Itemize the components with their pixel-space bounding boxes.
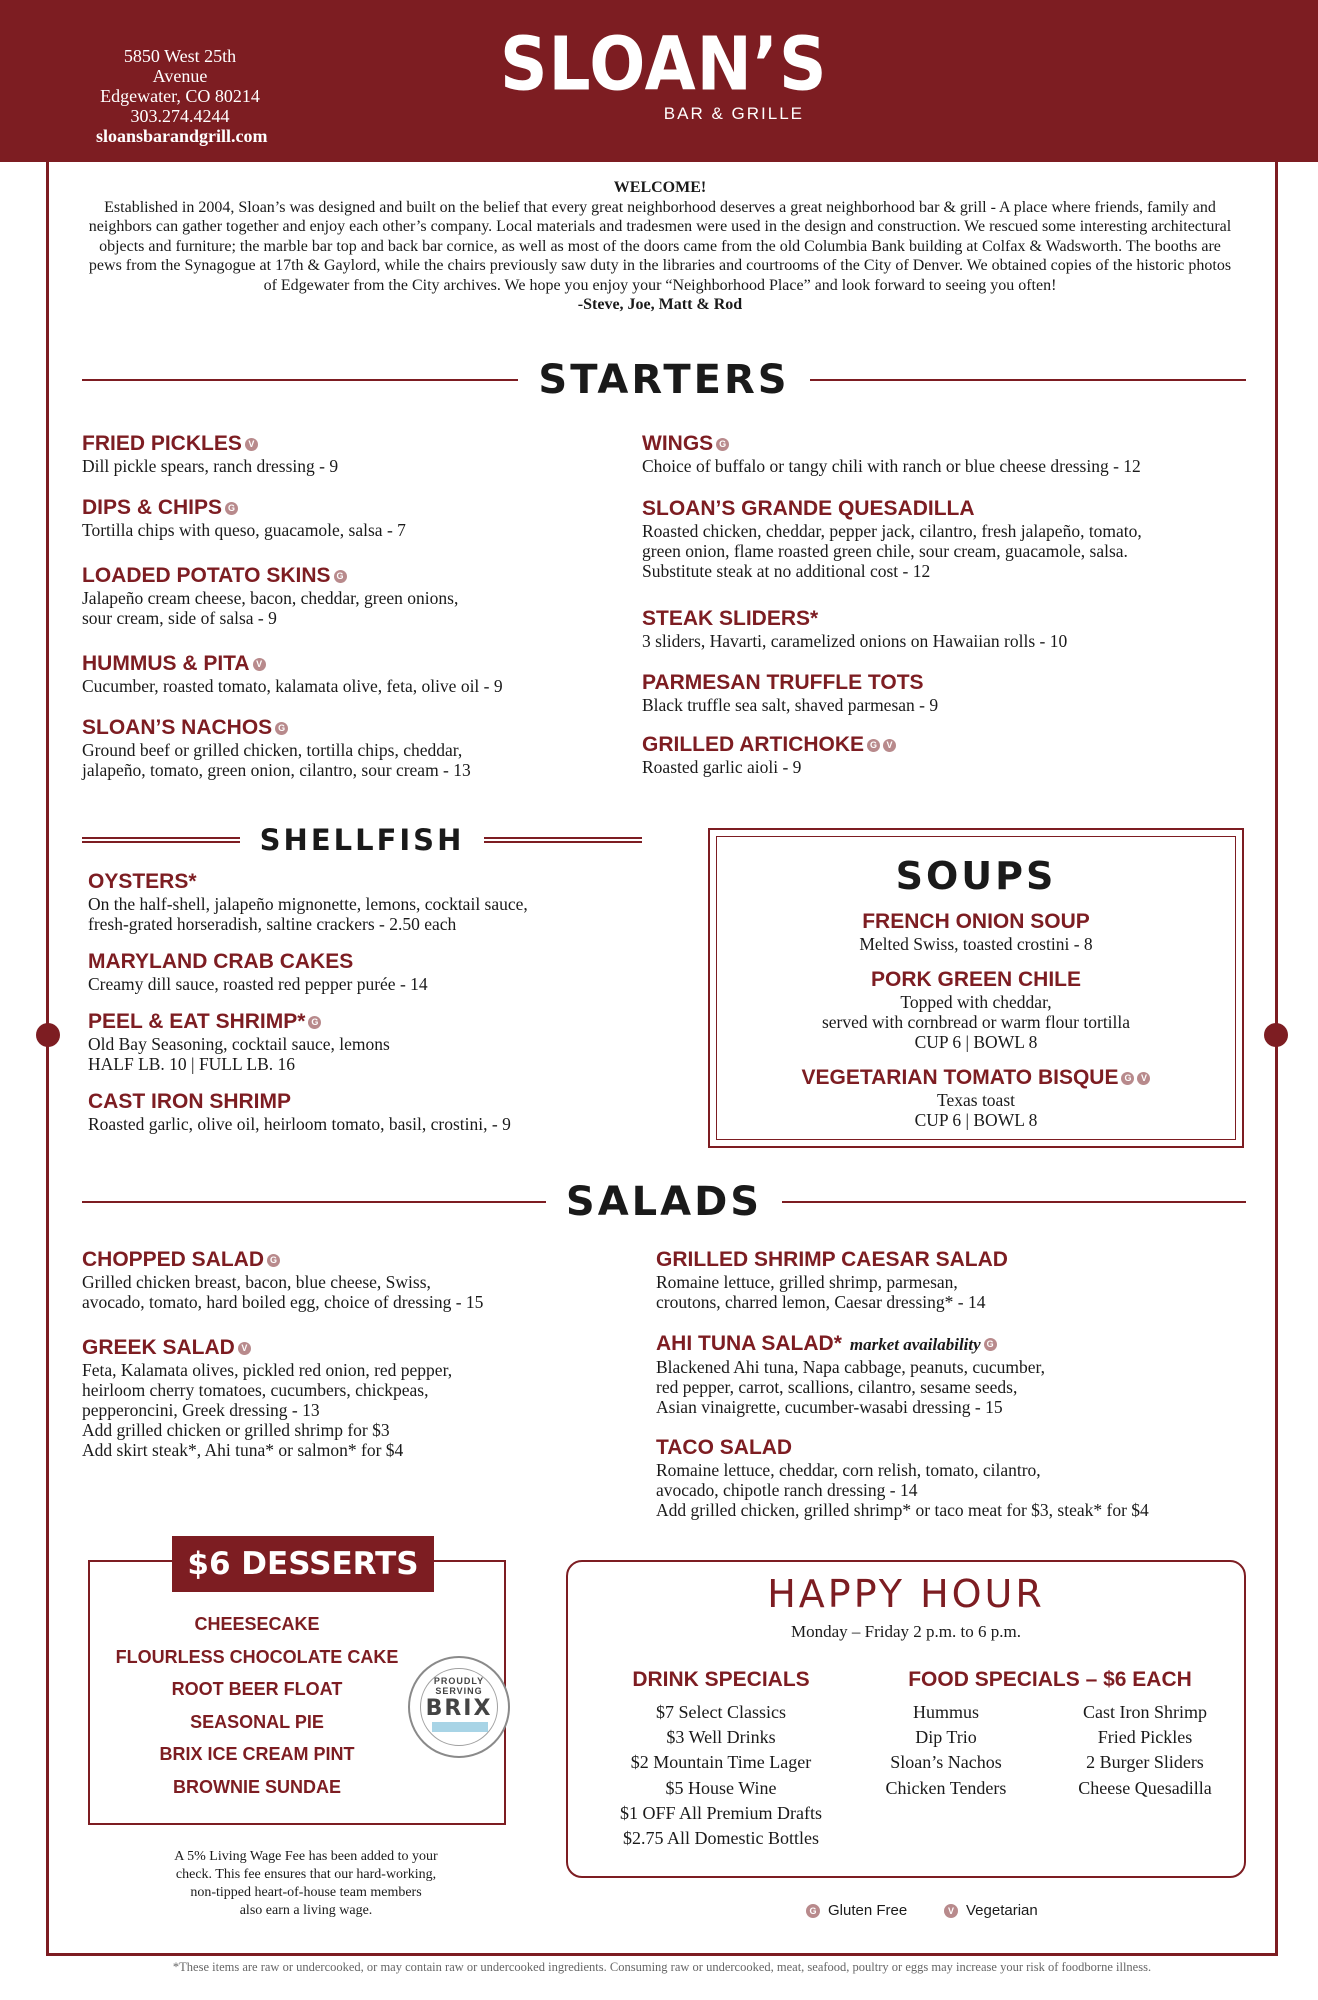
menu-item-description: pepperoncini, Greek dressing - 13 (82, 1400, 320, 1420)
menu-item-name: PORK GREEN CHILE (870, 968, 1082, 991)
food-item: Sloan’s Nachos (890, 1752, 1002, 1773)
menu-item-name: OYSTERS* (88, 870, 197, 893)
heading-rule (810, 379, 1246, 381)
logo-band (432, 1722, 488, 1732)
vegetarian-icon: V (245, 438, 258, 451)
menu-item-description: Romaine lettuce, cheddar, corn relish, tomato, cilantro, (656, 1460, 1041, 1480)
menu-item-description: Old Bay Seasoning, cocktail sauce, lemons (88, 1034, 390, 1054)
frame-dot-right (1264, 1023, 1288, 1047)
gluten-free-icon: G (1121, 1072, 1134, 1085)
menu-item-row (642, 733, 1242, 757)
menu-item-description: On the half-shell, jalapeño mignonette, lemons, cocktail sauce, (88, 894, 528, 914)
menu-item-name: FRIED PICKLES (82, 432, 242, 455)
food-item: Dip Trio (915, 1727, 977, 1748)
starters-title: STARTERS (538, 357, 790, 403)
menu-item-row (82, 716, 622, 740)
menu-item-row (88, 1090, 648, 1114)
happy-hour-title: HAPPY HOUR (767, 1572, 1045, 1616)
menu-item-description: Tortilla chips with queso, guacamole, salsa - 7 (82, 520, 406, 540)
menu-item-description: Choice of buffalo or tangy chili with ranch or blue cheese dressing - 12 (642, 456, 1141, 476)
menu-item-row (82, 1336, 642, 1360)
menu-item-name: LOADED POTATO SKINS (82, 564, 331, 587)
drink-item: $1 OFF All Premium Drafts (619, 1802, 822, 1823)
menu-item (642, 607, 1242, 651)
menu-item-row (656, 1436, 1256, 1460)
menu-item-row (642, 607, 1242, 631)
menu-item-description: Creamy dill sauce, roasted red pepper purée - 14 (88, 974, 428, 994)
desserts-title: $6 DESSERTS (172, 1536, 434, 1592)
menu-item-name: FRENCH ONION SOUP (862, 910, 1090, 933)
menu-item-description: Roasted garlic, olive oil, heirloom tomato, basil, crostini, - 9 (88, 1114, 511, 1134)
menu-item-row (82, 1248, 642, 1272)
menu-item-description: Add skirt steak*, Ahi tuna* or salmon* for $4 (82, 1440, 404, 1460)
menu-item (656, 1248, 1256, 1312)
food-specials-col-2 (1050, 1700, 1240, 1801)
food-item: Chicken Tenders (885, 1777, 1007, 1798)
menu-item-description: CUP 6 | BOWL 8 (914, 1032, 1038, 1052)
menu-item-description: croutons, charred lemon, Caesar dressing* - 14 (656, 1292, 986, 1312)
gluten-free-icon: G (867, 739, 880, 752)
legend-label: Vegetarian (966, 1902, 1038, 1919)
desserts-list (96, 1612, 418, 1807)
gluten-free-icon: G (275, 722, 288, 735)
menu-item-row (88, 870, 648, 894)
vegetarian-icon: V (944, 1904, 958, 1918)
menu-item-description: green onion, flame roasted green chile, sour cream, guacamole, salsa. (642, 541, 1128, 561)
menu-item (82, 716, 622, 780)
drink-item: $7 Select Classics (656, 1702, 786, 1722)
menu-item-name: TACO SALAD (656, 1436, 793, 1459)
menu-item-row (82, 432, 622, 456)
heading-rule (782, 1201, 1246, 1203)
welcome-title: WELCOME! (613, 179, 707, 196)
living-wage-note (142, 1848, 470, 1920)
menu-item-description: 3 sliders, Havarti, caramelized onions on Hawaiian rolls - 10 (642, 631, 1068, 651)
soups-title: SOUPS (895, 854, 1057, 898)
address-block (96, 46, 268, 146)
phone-number: 303.274.4244 (130, 106, 230, 126)
gluten-free-icon: G (267, 1254, 280, 1267)
food-item: Fried Pickles (1097, 1727, 1193, 1748)
menu-item (710, 910, 1242, 954)
menu-item-name: GRILLED SHRIMP CAESAR SALAD (656, 1248, 1008, 1271)
food-specials-title: FOOD SPECIALS – $6 EACH (908, 1668, 1192, 1691)
menu-item (88, 1010, 648, 1074)
menu-item-description: CUP 6 | BOWL 8 (914, 1110, 1038, 1130)
menu-item-name: VEGETARIAN TOMATO BISQUE (801, 1066, 1119, 1089)
menu-item (656, 1436, 1256, 1520)
menu-item-description: Add grilled chicken or grilled shrimp for $3 (82, 1420, 390, 1440)
gluten-free-icon: G (716, 438, 729, 451)
menu-item-description: avocado, chipotle ranch dressing - 14 (656, 1480, 918, 1500)
vegetarian-icon: V (253, 658, 266, 671)
food-item: Hummus (912, 1702, 979, 1722)
menu-item-description: Roasted chicken, cheddar, pepper jack, cilantro, fresh jalapeño, tomato, (642, 521, 1142, 541)
market-note: market availability (849, 1335, 981, 1354)
frame-dot-left (36, 1023, 60, 1047)
dessert-item: ROOT BEER FLOAT (171, 1679, 343, 1699)
legend-label: Gluten Free (828, 1902, 908, 1919)
heading-rule (82, 379, 518, 381)
menu-item-description: Asian vinaigrette, cucumber-wasabi dressing - 15 (656, 1397, 1003, 1417)
menu-item-description: Roasted garlic aioli - 9 (642, 757, 802, 777)
heading-rule (484, 837, 642, 843)
gluten-free-icon: G (308, 1016, 321, 1029)
dessert-item: CHEESECAKE (194, 1614, 320, 1634)
fee-line: also earn a living wage. (239, 1903, 373, 1918)
menu-item-description: served with cornbread or warm flour tortilla (821, 1012, 1131, 1032)
menu-item-row (88, 950, 648, 974)
brix-name: BRIX (425, 1696, 493, 1721)
vegetarian-icon: V (883, 739, 896, 752)
gluten-free-icon: G (225, 502, 238, 515)
menu-item-name: AHI TUNA SALAD* (656, 1332, 842, 1355)
menu-item-row (656, 1332, 1256, 1357)
brix-ice-cream-logo (408, 1656, 510, 1758)
menu-item (710, 1066, 1242, 1130)
fee-line: non-tipped heart-of-house team members (190, 1885, 422, 1900)
menu-item-description: Topped with cheddar, (900, 992, 1052, 1012)
menu-item-row (642, 671, 1242, 695)
drink-specials-title: DRINK SPECIALS (632, 1668, 810, 1691)
shellfish-heading (82, 822, 642, 858)
menu-item (82, 652, 622, 696)
menu-item-name: SLOAN’S GRANDE QUESADILLA (642, 497, 975, 520)
menu-item-name: DIPS & CHIPS (82, 496, 223, 519)
menu-item-description: Jalapeño cream cheese, bacon, cheddar, green onions, (82, 588, 459, 608)
food-item: Cheese Quesadilla (1078, 1777, 1212, 1798)
footnote: *These items are raw or undercooked, or may contain raw or undercooked ingredients. Consuming raw or undercooked, meat, seafood, poultry or eggs may increase your risk of foodborne illness. (172, 1960, 1152, 1974)
menu-item-description: avocado, tomato, hard boiled egg, choice of dressing - 15 (82, 1292, 484, 1312)
happy-hour-hours: Monday – Friday 2 p.m. to 6 p.m. (791, 1622, 1021, 1641)
website-link[interactable]: sloansbarandgrill.com (96, 126, 268, 146)
menu-item (82, 496, 622, 540)
menu-item (710, 968, 1242, 1052)
menu-item-row (656, 1248, 1256, 1272)
drink-specials-list (580, 1700, 862, 1851)
menu-item-description: Texas toast (937, 1090, 1015, 1110)
logo-subtitle: BAR & GRILLE (663, 104, 804, 123)
menu-item (642, 497, 1242, 581)
drink-item: $5 House Wine (665, 1777, 777, 1798)
gluten-free-icon: G (806, 1904, 820, 1918)
menu-item-description: Romaine lettuce, grilled shrimp, parmesan, (656, 1272, 958, 1292)
address-city: Edgewater, CO 80214 (100, 86, 260, 106)
menu-item-name: SLOAN’S NACHOS (82, 716, 273, 739)
menu-item-row (642, 432, 1242, 456)
salads-title: SALADS (565, 1179, 763, 1225)
menu-item-description: Melted Swiss, toasted crostini - 8 (859, 934, 1093, 954)
menu-item-name: PEEL & EAT SHRIMP* (88, 1010, 306, 1033)
gluten-free-icon: G (984, 1338, 997, 1351)
menu-item (82, 1248, 642, 1312)
menu-item-description: jalapeño, tomato, green onion, cilantro, sour cream - 13 (82, 760, 471, 780)
menu-item-name: CAST IRON SHRIMP (88, 1090, 292, 1113)
sloans-logo (500, 21, 828, 124)
menu-item (82, 1336, 642, 1460)
menu-item-name: PARMESAN TRUFFLE TOTS (642, 671, 924, 694)
starters-heading (82, 356, 1246, 404)
logo-name: SLOAN’S (500, 21, 828, 108)
food-item: 2 Burger Sliders (1086, 1752, 1204, 1773)
menu-item-description: Cucumber, roasted tomato, kalamata olive, feta, olive oil - 9 (82, 676, 503, 696)
soups-box (708, 828, 1244, 1148)
heading-rule (82, 837, 240, 843)
drink-item: $3 Well Drinks (666, 1727, 776, 1748)
menu-item (88, 950, 648, 994)
dessert-item: SEASONAL PIE (190, 1711, 324, 1732)
menu-item-row (710, 968, 1242, 992)
salads-heading (82, 1178, 1246, 1226)
menu-item-row (710, 910, 1242, 934)
heading-rule (82, 1201, 546, 1203)
food-specials-col-1 (862, 1700, 1030, 1801)
menu-item-description: Grilled chicken breast, bacon, blue cheese, Swiss, (82, 1272, 431, 1292)
legend-gluten-free (806, 1902, 907, 1919)
header-banner (0, 0, 1318, 162)
menu-item-name: HUMMUS & PITA (82, 652, 250, 675)
welcome-signature: -Steve, Joe, Matt & Rod (577, 296, 743, 313)
menu-item-row (710, 1066, 1242, 1090)
vegetarian-icon: V (238, 1342, 251, 1355)
menu-item-description: Blackened Ahi tuna, Napa cabbage, peanuts, cucumber, (656, 1357, 1046, 1377)
menu-item-description: red pepper, carrot, scallions, cilantro, sesame seeds, (656, 1377, 1018, 1397)
food-item: Cast Iron Shrimp (1083, 1702, 1207, 1722)
address-street: 5850 West 25th Avenue (123, 46, 237, 86)
menu-item-name: GREEK SALAD (82, 1336, 235, 1359)
menu-item-description: sour cream, side of salsa - 9 (82, 608, 277, 628)
fee-line: check. This fee ensures that our hard-working, (175, 1867, 437, 1882)
gluten-free-icon: G (334, 570, 347, 583)
menu-item-description: Substitute steak at no additional cost - 12 (642, 561, 931, 581)
welcome-text: Established in 2004, Sloan’s was designed and built on the belief that every great neighborhood deserves a great neighborhood bar & grill - A place where friends, family and neighbors can gather together and enjoy each other’s company. Local materials and tradesmen were used in the design and construction. We rescued some interesting architectural objects and furniture; the marble bar top and back bar cornice, as well as most of the doors came from the old Columbia Bank building at Colfax & Wadsworth. The booths are pews from the Synagogue at 17th & Gaylord, while the chairs previously saw duty in the libraries and courtrooms of the City of Denver. We obtained copies of the historic photos of Edgewater from the City archives. We hope you enjoy your “Neighborhood Place” and look forward to seeing you often! (88, 198, 1232, 294)
shellfish-title: SHELLFISH (259, 823, 465, 857)
menu-item-row (82, 496, 622, 520)
menu-item (642, 733, 1242, 777)
menu-item-description: Dill pickle spears, ranch dressing - 9 (82, 456, 339, 476)
menu-item-description: fresh-grated horseradish, saltine crackers - 2.50 each (88, 914, 457, 934)
menu-item-row (88, 1010, 648, 1034)
drink-item: $2 Mountain Time Lager (630, 1752, 812, 1773)
menu-item-name: STEAK SLIDERS* (642, 607, 819, 630)
menu-item-description: Feta, Kalamata olives, pickled red onion, red pepper, (82, 1360, 453, 1380)
menu-item (88, 870, 648, 934)
menu-item-name: MARYLAND CRAB CAKES (88, 950, 354, 973)
menu-item-description: HALF LB. 10 | FULL LB. 16 (88, 1054, 296, 1074)
menu-item (82, 564, 622, 628)
menu-item-description: Add grilled chicken, grilled shrimp* or taco meat for $3, steak* for $4 (656, 1500, 1149, 1520)
proudly-serving-text: PROUDLY SERVING (433, 1676, 485, 1696)
menu-item-description: Black truffle sea salt, shaved parmesan - 9 (642, 695, 939, 715)
menu-item-name: CHOPPED SALAD (82, 1248, 265, 1271)
menu-item (642, 432, 1242, 476)
menu-item-row (82, 652, 622, 676)
dessert-item: BRIX ICE CREAM PINT (159, 1744, 355, 1764)
vegetarian-icon: V (1137, 1072, 1150, 1085)
legend-vegetarian (944, 1902, 1038, 1919)
menu-item-row (82, 564, 622, 588)
welcome-section (86, 178, 1234, 315)
dessert-item: FLOURLESS CHOCOLATE CAKE (115, 1646, 399, 1667)
menu-item-description: Ground beef or grilled chicken, tortilla chips, cheddar, (82, 740, 463, 760)
dessert-item: BROWNIE SUNDAE (172, 1776, 341, 1797)
drink-item: $2.75 All Domestic Bottles (623, 1827, 819, 1848)
menu-item-name: GRILLED ARTICHOKE (642, 733, 865, 756)
menu-item-row (642, 497, 1242, 521)
fee-line: A 5% Living Wage Fee has been added to your (174, 1849, 438, 1864)
menu-item (88, 1090, 648, 1134)
menu-item-name: WINGS (642, 432, 714, 455)
menu-item (82, 432, 622, 476)
menu-item-description: heirloom cherry tomatoes, cucumbers, chickpeas, (82, 1380, 429, 1400)
menu-item (656, 1332, 1256, 1417)
menu-item (642, 671, 1242, 715)
